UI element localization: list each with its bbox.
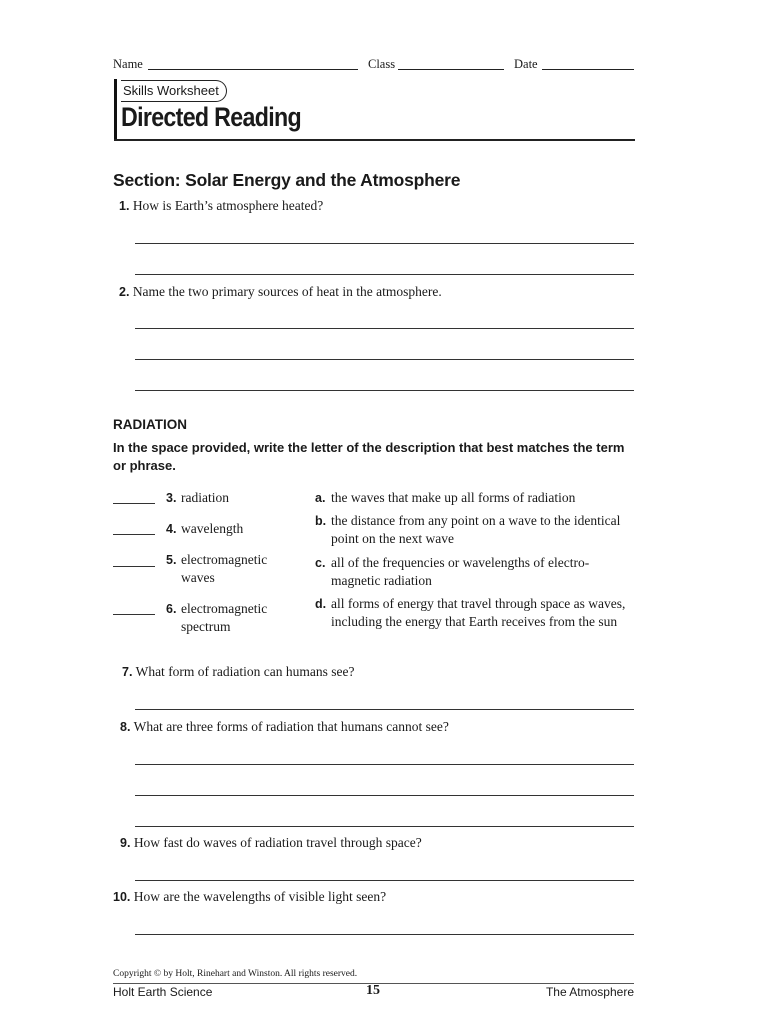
answer-line[interactable] — [135, 274, 634, 275]
description-c — [313, 554, 638, 590]
name-label: Name — [113, 57, 143, 71]
question-number: 9. — [120, 836, 131, 850]
answer-blank-6[interactable] — [113, 614, 155, 615]
term-4 — [166, 520, 296, 538]
question-number: 10. — [113, 890, 131, 904]
worksheet-header — [114, 79, 635, 141]
book-title: Holt Earth Science — [113, 985, 213, 999]
worksheet-tag: Skills Worksheet — [121, 80, 227, 102]
question-number: 8. — [120, 720, 131, 734]
question-2 — [119, 284, 442, 300]
answer-blank-4[interactable] — [113, 534, 155, 535]
page-number: 15 — [366, 983, 380, 998]
term-text: wavelength — [181, 521, 244, 536]
title-rule — [114, 139, 635, 141]
question-8 — [120, 719, 449, 735]
description-text: the waves that make up all forms of radiation — [331, 490, 576, 505]
answer-line[interactable] — [135, 764, 634, 765]
question-number: 7. — [122, 665, 133, 679]
class-label: Class — [368, 57, 396, 71]
question-number: 2. — [119, 285, 130, 299]
question-1 — [119, 198, 323, 214]
term-number: 3. — [166, 491, 177, 505]
answer-line[interactable] — [135, 934, 634, 935]
description-text: all forms of energy that travel through space as waves, including the energy that Earth receives from the sun — [331, 596, 626, 629]
answer-blank-3[interactable] — [113, 503, 155, 504]
description-letter: c. — [315, 556, 326, 570]
description-letter: b. — [315, 514, 327, 528]
question-9 — [120, 835, 422, 851]
answer-line[interactable] — [135, 328, 634, 329]
question-10 — [113, 889, 386, 905]
description-b — [313, 512, 638, 548]
answer-line[interactable] — [135, 709, 634, 710]
description-text: all of the frequencies or wavelengths of electro-magnetic radiation — [331, 555, 590, 588]
term-6 — [166, 600, 296, 636]
radiation-heading: RADIATION — [113, 417, 187, 432]
question-text: How is Earth’s atmosphere heated? — [132, 198, 324, 213]
answer-line[interactable] — [135, 243, 634, 244]
question-text: What are three forms of radiation that humans cannot see? — [133, 719, 449, 734]
question-text: How fast do waves of radiation travel through space? — [133, 835, 422, 850]
page-title: Directed Reading — [121, 102, 301, 132]
term-text: electromagnetic spectrum — [181, 601, 268, 634]
answer-line[interactable] — [135, 826, 634, 827]
date-label: Date — [514, 57, 538, 71]
question-text: How are the wavelengths of visible light seen? — [133, 889, 387, 904]
term-number: 4. — [166, 522, 177, 536]
term-3 — [166, 489, 296, 507]
term-5 — [166, 551, 296, 587]
answer-line[interactable] — [135, 880, 634, 881]
answer-line[interactable] — [135, 359, 634, 360]
description-letter: a. — [315, 491, 326, 505]
date-field[interactable] — [542, 69, 634, 70]
description-a — [313, 489, 638, 507]
name-field[interactable] — [148, 69, 358, 70]
section-title: Section: Solar Energy and the Atmosphere — [113, 170, 461, 190]
question-text: Name the two primary sources of heat in the atmosphere. — [132, 284, 442, 299]
term-number: 6. — [166, 602, 177, 616]
question-number: 1. — [119, 199, 130, 213]
term-number: 5. — [166, 553, 177, 567]
answer-line[interactable] — [135, 390, 634, 391]
class-field[interactable] — [398, 69, 504, 70]
term-text: radiation — [181, 490, 229, 505]
question-text: What form of radiation can humans see? — [135, 664, 355, 679]
chapter-title: The Atmosphere — [545, 985, 634, 999]
copyright-notice: Copyright © by Holt, Rinehart and Winston. All rights reserved. — [113, 969, 358, 979]
description-text: the distance from any point on a wave to the identical point on the next wave — [331, 513, 621, 546]
title-bar — [114, 79, 117, 141]
description-letter: d. — [315, 597, 327, 611]
matching-instructions: In the space provided, write the letter of the description that best matches the term or phrase. — [113, 440, 625, 473]
answer-blank-5[interactable] — [113, 566, 155, 567]
term-text: electromagnetic waves — [181, 552, 268, 585]
question-7 — [122, 664, 355, 680]
description-d — [313, 595, 638, 631]
answer-line[interactable] — [135, 795, 634, 796]
